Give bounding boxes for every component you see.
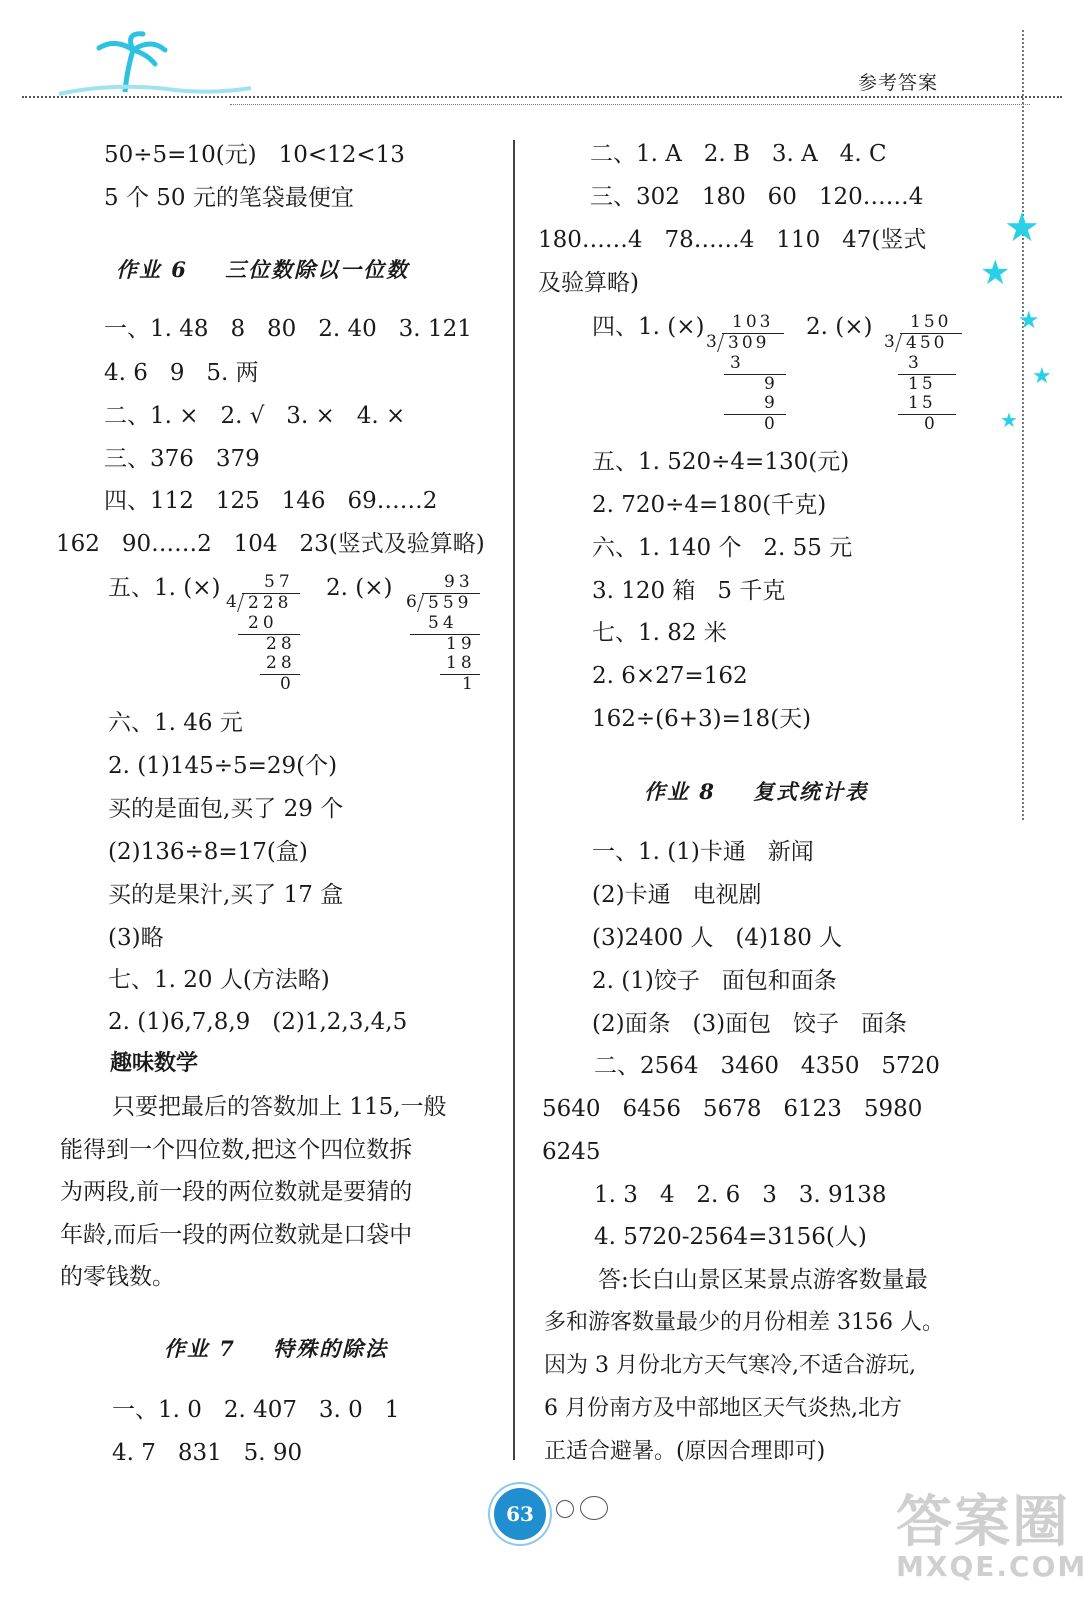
answer-line: (2)136÷8=17(盒) xyxy=(108,839,308,865)
page-number: 63 xyxy=(494,1488,546,1540)
answer-line: 4. 6 9 5. 两 xyxy=(104,360,259,386)
answer-line: 6245 xyxy=(542,1139,601,1165)
answer-line: 1. 3 4 2. 6 3 3. 9138 xyxy=(594,1182,887,1208)
paragraph-line: 年龄,而后一段的两位数就是口袋中 xyxy=(60,1222,413,1248)
star-icon: ★ xyxy=(1004,205,1040,251)
paragraph-line: 正适合避暑。(原因合理即可) xyxy=(544,1439,826,1464)
answer-line: 一、1. 0 2. 407 3. 0 1 xyxy=(112,1397,400,1423)
answer-line: 2. (1)145÷5=29(个) xyxy=(108,753,338,779)
section-title-7: 作业 7 特殊的除法 xyxy=(164,1336,389,1361)
paragraph-line: 能得到一个四位数,把这个四位数拆 xyxy=(60,1137,413,1163)
palm-logo-icon xyxy=(55,30,255,100)
answer-line: 一、1. 48 8 80 2. 40 3. 121 xyxy=(104,316,472,342)
answer-line: 5640 6456 5678 6123 5980 xyxy=(542,1096,923,1122)
answer-line: 162 90……2 104 23(竖式及验算略) xyxy=(56,531,485,557)
answer-line: (2)面条 (3)面包 饺子 面条 xyxy=(592,1011,907,1037)
answer-line: 五、1. 520÷4=130(元) xyxy=(592,449,850,475)
column-divider xyxy=(513,140,515,1460)
paragraph-line: 6 月份南方及中部地区天气炎热,北方 xyxy=(544,1396,902,1421)
answer-line: 七、1. 82 米 xyxy=(592,620,727,646)
section-title-6: 作业 6 三位数除以一位数 xyxy=(116,257,410,282)
header-divider xyxy=(22,96,1062,98)
answer-line: (2)卡通 电视剧 xyxy=(592,882,762,908)
answer-line: 及验算略) xyxy=(538,270,639,296)
answer-line: 七、1. 20 人(方法略) xyxy=(108,967,330,993)
answer-line: 5 个 50 元的笔袋最便宜 xyxy=(104,185,354,211)
answer-line: (3)略 xyxy=(108,925,164,951)
paragraph-line: 多和游客数量最少的月份相差 3156 人。 xyxy=(544,1310,944,1335)
star-icon: ★ xyxy=(980,253,1011,293)
circle-icon xyxy=(580,1496,608,1520)
watermark: 答案圈 MXQE.COM xyxy=(896,1490,1088,1583)
answer-line: 三、302 180 60 120……4 xyxy=(590,184,924,210)
paragraph-line: 的零钱数。 xyxy=(60,1264,175,1290)
subsection-title: 趣味数学 xyxy=(110,1051,199,1076)
circle-icon xyxy=(556,1500,574,1518)
answer-line: 一、1. (1)卡通 新闻 xyxy=(592,839,814,865)
answer-line: 三、376 379 xyxy=(104,446,260,472)
long-division-1: 57 4 228 20 28 28 0 xyxy=(226,574,306,694)
answer-line: 2. (1)饺子 面包和面条 xyxy=(592,968,837,994)
answer-line: 二、2564 3460 4350 5720 xyxy=(594,1053,940,1079)
answer-line: 4. 5720-2564=3156(人) xyxy=(594,1224,867,1250)
answer-line: 二、1. × 2. √ 3. × 4. × xyxy=(104,403,406,429)
answer-line: 2. (×) xyxy=(326,575,393,601)
answer-line: 3. 120 箱 5 千克 xyxy=(592,578,786,604)
paragraph-line: 因为 3 月份北方天气寒冷,不适合游玩, xyxy=(544,1353,916,1378)
star-icon: ★ xyxy=(1032,364,1052,389)
answer-line: 4. 7 831 5. 90 xyxy=(112,1440,303,1466)
long-division-3: 103 3 309 3 9 9 0 xyxy=(706,314,792,434)
paragraph-line: 只要把最后的答数加上 115,一般 xyxy=(112,1094,447,1120)
answer-line: (3)2400 人 (4)180 人 xyxy=(592,925,843,951)
answer-line: 50÷5=10(元) 10<12<13 xyxy=(104,142,405,168)
star-icon: ★ xyxy=(1018,306,1040,334)
section-title-8: 作业 8 复式统计表 xyxy=(644,779,869,804)
answer-line: 162÷(6+3)=18(天) xyxy=(592,706,812,732)
answer-line: 二、1. A 2. B 3. A 4. C xyxy=(590,141,887,167)
header-title: 参考答案 xyxy=(858,72,939,94)
header-divider-2 xyxy=(230,104,1030,105)
answer-line: 2. 720÷4=180(千克) xyxy=(592,492,827,518)
answer-line: 四、112 125 146 69……2 xyxy=(104,488,438,514)
answer-line: 2. (1)6,7,8,9 (2)1,2,3,4,5 xyxy=(108,1009,408,1035)
answer-line: 180……4 78……4 110 47(竖式 xyxy=(538,227,927,253)
answer-line: 六、1. 46 元 xyxy=(108,710,243,736)
answer-line: 四、1. (×) xyxy=(592,314,705,340)
long-division-4: 150 3 450 3 15 15 0 xyxy=(884,314,970,434)
answer-line: 买的是面包,买了 29 个 xyxy=(108,796,344,822)
paragraph-line: 为两段,前一段的两位数就是要猜的 xyxy=(60,1179,413,1205)
answer-line: 六、1. 140 个 2. 55 元 xyxy=(592,535,853,561)
answer-line: 2. 6×27=162 xyxy=(592,663,748,689)
star-icon: ★ xyxy=(1000,408,1018,432)
answer-line: 2. (×) xyxy=(806,314,873,340)
page-edge-line xyxy=(1022,30,1024,820)
long-division-2: 93 6 559 54 19 18 1 xyxy=(406,574,486,694)
paragraph-line: 答:长白山景区某景点游客数量最 xyxy=(598,1267,928,1293)
answer-line: 五、1. (×) xyxy=(108,575,221,601)
answer-line: 买的是果汁,买了 17 盒 xyxy=(108,882,344,908)
